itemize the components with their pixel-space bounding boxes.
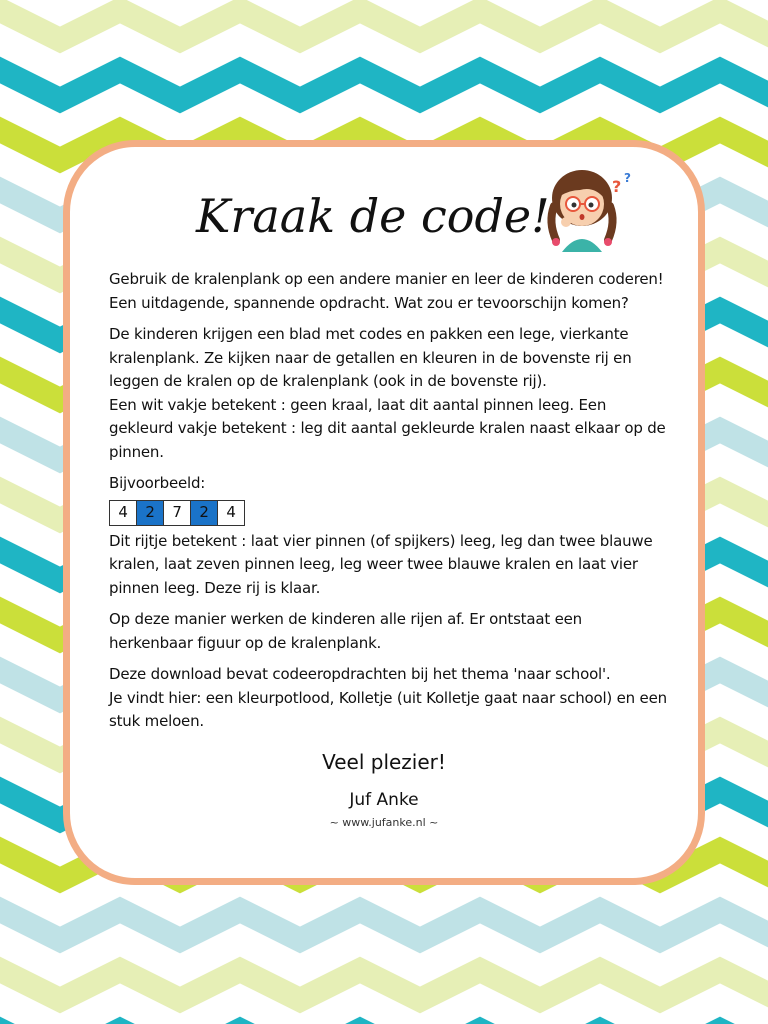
code-cell: 4: [217, 500, 245, 526]
signature: Juf Anke: [349, 790, 419, 810]
svg-text:?: ?: [612, 177, 622, 196]
instructions-body: [109, 268, 669, 742]
download-paragraph: Deze download bevat codeeropdrachten bij het thema 'naar school'.: [109, 665, 611, 683]
result-paragraph: Op deze manier werken de kinderen alle rijen af. Er ontstaat een herkenbaar figuur op de kralenplank.: [109, 610, 582, 652]
explanation-paragraph-2: Een wit vakje betekent : geen kraal, laat dit aantal pinnen leeg. Een gekleurd vakje betekent : leg dit aantal gekleurde kralen naast elkaar op de pinnen.: [109, 395, 666, 461]
example-label: Bijvoorbeeld:: [109, 474, 206, 492]
page-title: Kraak de code!: [196, 189, 550, 243]
contents-paragraph: Je vindt hier: een kleurpotlood, Kolletje (uit Kolletje gaat naar school) en een stuk meloen.: [109, 688, 667, 730]
closing-greeting: Veel plezier!: [322, 750, 446, 774]
code-cell: 2: [136, 500, 164, 526]
girl-thinking-illustration: [540, 160, 640, 255]
code-cell: 4: [109, 500, 137, 526]
example-explanation: Dit rijtje betekent : laat vier pinnen (of spijkers) leeg, leg dan twee blauwe kralen, laat zeven pinnen leeg, leg weer twee blauwe kralen en laat vier pinnen leeg. Deze rij is klaar.: [109, 531, 653, 597]
intro-paragraph: Gebruik de kralenplank op een andere manier en leer de kinderen coderen! Een uitdagende, spannende opdracht. Wat zou er tevoorschijn komen?: [109, 270, 664, 312]
code-cell: 7: [163, 500, 191, 526]
code-cell: 2: [190, 500, 218, 526]
svg-text:?: ?: [624, 171, 631, 185]
website-text: ~ www.jufanke.nl ~: [329, 816, 439, 829]
explanation-paragraph-1: De kinderen krijgen een blad met codes en pakken een lege, vierkante kralenplank. Ze kijken naar de getallen en kleuren in de bovenste rij en leggen de kralen op de kralenplank (ook in de bovenste rij).: [109, 325, 632, 390]
example-code-row: [109, 500, 669, 526]
